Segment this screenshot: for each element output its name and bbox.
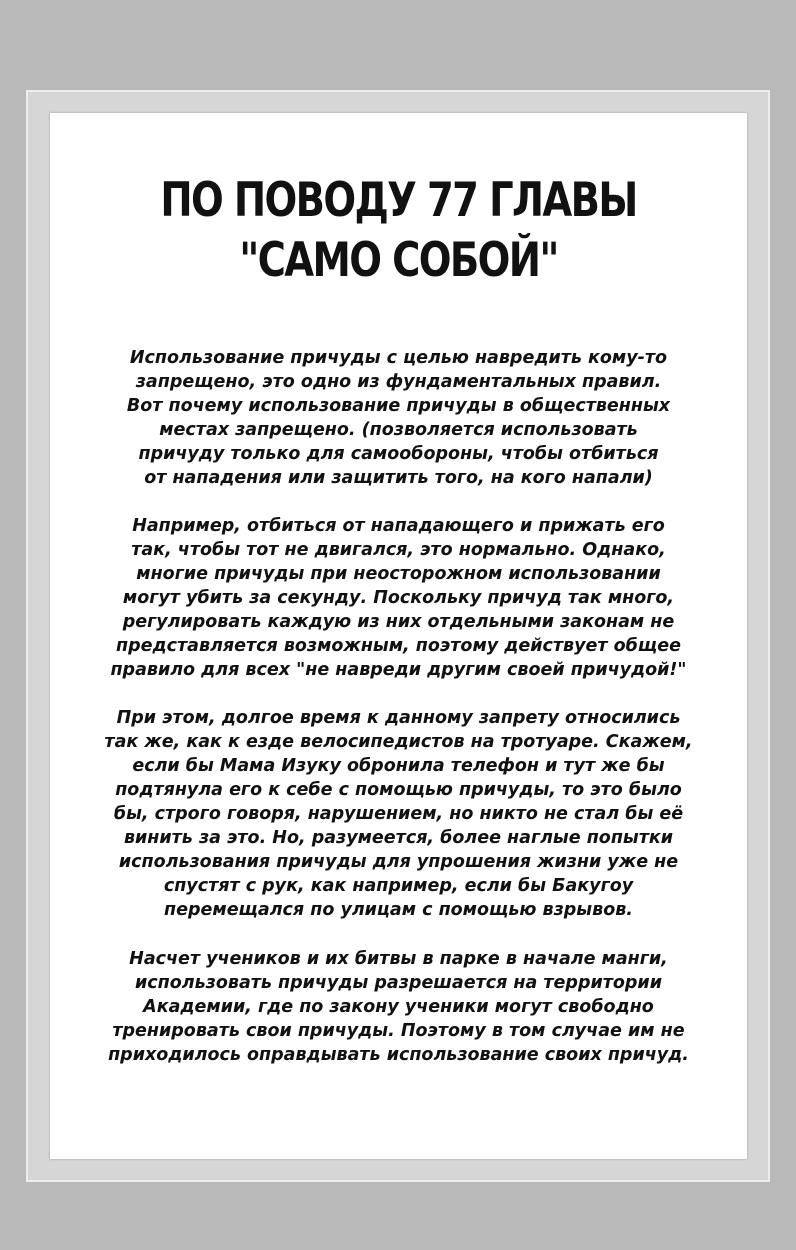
paragraph-4	[50, 947, 747, 1067]
paragraph-line: представляется возможным, поэтому действует общее	[116, 636, 681, 656]
paragraph-line: если бы Мама Изуку обронила телефон и тут же бы	[132, 756, 665, 776]
paragraph-line: регулировать каждую из них отдельными законам не	[122, 612, 675, 632]
paragraph-line: от нападения или защитить того, на кого напали)	[144, 468, 653, 488]
paragraph-line: использования причуды для упрошения жизни уже не	[118, 852, 679, 872]
paragraph-line: спустят с рук, как например, если бы Бакугоу	[163, 876, 634, 896]
paragraph-line: Например, отбиться от нападающего и прижать его	[132, 516, 665, 536]
paragraph-line: подтянула его к себе с помощью причуды, то это было	[115, 780, 682, 800]
paragraph-line: так же, как к езде велосипедистов на тротуаре. Скажем,	[104, 732, 693, 752]
paragraph-line: использовать причуды разрешается на территории	[135, 973, 662, 993]
paragraph-3	[50, 706, 747, 922]
paragraph-line: Использование причуды с целью навредить кому-то	[129, 348, 668, 368]
text-panel	[50, 113, 747, 1159]
paragraph-line: перемещался по улицам с помощью взрывов.	[164, 900, 633, 920]
paragraph-line: винить за это. Но, разумеется, более наглые попытки	[123, 828, 674, 848]
paragraph-line: приходилось оправдывать использование своих причуд.	[108, 1045, 689, 1065]
paragraph-line: Академии, где по закону ученики могут свободно	[143, 997, 654, 1017]
paragraph-line: бы, строго говоря, нарушением, но никто не стал бы её	[113, 804, 684, 824]
title-line-2: "САМО СОБОЙ"	[239, 233, 558, 288]
title-line-1: ПО ПОВОДУ 77 ГЛАВЫ	[160, 173, 637, 228]
paragraph-line: При этом, долгое время к данному запрету относились	[116, 708, 681, 728]
paragraph-line: так, чтобы тот не двигался, это нормально. Однако,	[131, 540, 666, 560]
paragraph-line: правило для всех "не навреди другим своей причудой!"	[110, 660, 687, 680]
paragraph-line: местах запрещено. (позволяется использовать	[159, 420, 638, 440]
paragraph-line: тренировать свои причуды. Поэтому в том случае им не	[112, 1021, 685, 1041]
paragraph-line: Насчет учеников и их битвы в парке в начале манги,	[129, 949, 668, 969]
paragraph-line: могут убить за секунду. Поскольку причуд так много,	[122, 588, 675, 608]
paragraph-1	[50, 346, 747, 490]
paragraph-line: многие причуды при неосторожном использовании	[136, 564, 661, 584]
paragraph-line: запрещено, это одно из фундаментальных правил.	[135, 372, 662, 392]
paragraph-line: причуду только для самообороны, чтобы отбиться	[138, 444, 659, 464]
paragraph-line: Вот почему использование причуды в общественных	[126, 396, 671, 416]
paragraph-2	[50, 514, 747, 682]
